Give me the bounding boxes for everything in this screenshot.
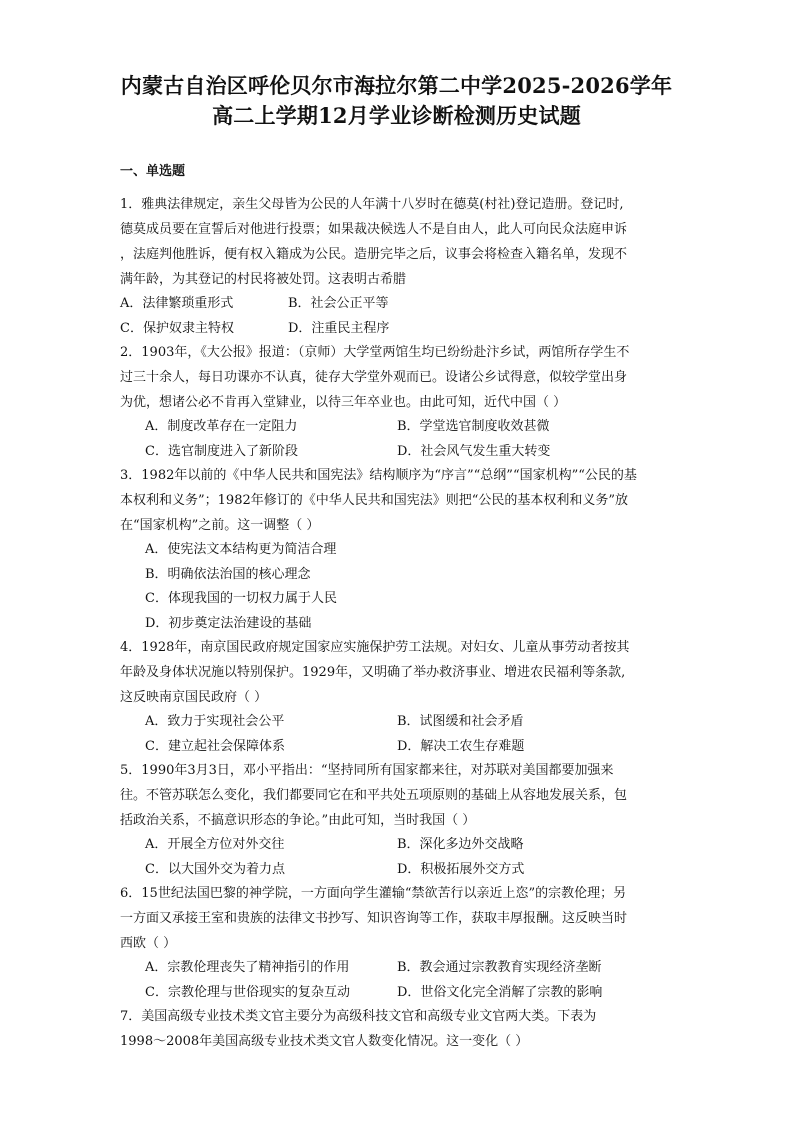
q1-option-d: D．注重民主程序	[288, 321, 390, 336]
q4-text-line: 这反映南京国民政府（ ）	[120, 690, 268, 705]
q5-option-c: C．以大国外交为着力点	[145, 862, 285, 877]
q3-option-d: D．初步奠定法治建设的基础	[145, 616, 312, 631]
q3-option-a: A．使宪法文本结构更为简洁合理	[145, 542, 337, 557]
q4-option-a: A．致力于实现社会公平	[145, 714, 285, 729]
q5-text-line: 括政治关系，不搞意识形态的争论。”由此可知，当时我国（ ）	[120, 813, 476, 828]
q6-option-a: A．宗教伦理丧失了精神指引的作用	[145, 960, 350, 975]
q1-option-b: B．社会公正平等	[288, 296, 389, 311]
q1-option-c: C．保护奴隶主特权	[120, 321, 234, 336]
q2-option-a: A．制度改革存在一定阻力	[145, 419, 298, 434]
q1-text-line: 满年龄，为其登记的村民将被处罚。这表明古希腊	[120, 272, 407, 287]
exam-title-line-2: 高二上学期12月学业诊断检测历史试题	[212, 103, 581, 128]
q1-option-a: A．法律繁琐重形式	[120, 296, 234, 311]
q2-option-d: D．社会风气发生重大转变	[397, 444, 551, 459]
q3-text-line: 在“国家机构”之前。这一调整（ ）	[120, 518, 320, 533]
exam-title-line-1: 内蒙古自治区呼伦贝尔市海拉尔第二中学2025-2026学年	[120, 73, 673, 98]
q1-text-line: ，法庭判他胜诉，便有权入籍成为公民。造册完毕之后，议事会将检查入籍名单，发现不	[120, 247, 628, 262]
q4-option-d: D．解决工农生存难题	[397, 739, 525, 754]
q3-option-b: B．明确依法治国的核心理念	[145, 567, 311, 582]
q5-option-a: A．开展全方位对外交往	[145, 837, 285, 852]
q2-text-line: 2．1903年，《大公报》报道：（京师）大学堂两馆生均已纷纷赴汴乡试，两馆所存学生不	[120, 345, 630, 360]
q6-text-line: 一方面又承接王室和贵族的法律文书抄写、知识咨询等工作，获取丰厚报酬。这反映当时	[120, 911, 628, 926]
q5-text-line: 往。不管苏联怎么变化，我们都要同它在和平共处五项原则的基础上从容地发展关系，包	[120, 788, 628, 803]
q5-option-b: B．深化多边外交战略	[397, 837, 524, 852]
q3-option-c: C．体现我国的一切权力属于人民	[145, 591, 337, 606]
q6-option-c: C．宗教伦理与世俗现实的复杂互动	[145, 985, 350, 1000]
q7-text-line: 7．美国高级专业技术类文官主要分为高级科技文官和高级专业文官两大类。下表为	[120, 1009, 597, 1024]
q6-text-line: 西欧（ ）	[120, 936, 177, 951]
q5-option-d: D．积极拓展外交方式	[397, 862, 525, 877]
q7-text-line: 1998～2008年美国高级专业技术类文官人数变化情况。这一变化（ ）	[120, 1034, 529, 1049]
q2-option-b: B．学堂选官制度收效甚微	[397, 419, 550, 434]
q4-option-c: C．建立起社会保障体系	[145, 739, 285, 754]
q3-text-line: 3．1982年以前的《中华人民共和国宪法》结构顺序为“序言”“总纲”“国家机构”“公民的基	[120, 468, 637, 483]
q3-text-line: 本权利和义务”；1982年修订的《中华人民共和国宪法》则把“公民的基本权利和义务”放	[120, 493, 629, 508]
q1-text-line: 德莫成员要在宣誓后对他进行投票；如果裁决候选人不是自由人，此人可向民众法庭申诉	[120, 222, 628, 237]
q1-text-line: 1．雅典法律规定，亲生父母皆为公民的人年满十八岁时在德莫(村社)登记造册。登记时,	[120, 197, 624, 212]
q6-text-line: 6．15世纪法国巴黎的神学院，一方面向学生灌输“禁欲苦行以亲近上恣”的宗教伦理；另	[120, 886, 627, 901]
q4-option-b: B．试图缓和社会矛盾	[397, 714, 524, 729]
q5-text-line: 5．1990年3月3日，邓小平指出：“坚持同所有国家都来往，对苏联对美国都要加强来	[120, 763, 614, 778]
q4-text-line: 年龄及身体状况施以特别保护。1929年，又明确了举办救济事业、增进农民福利等条款,	[120, 665, 626, 680]
q2-text-line: 为优，想诸公必不肯再入堂肄业，以待三年卒业也。由此可知，近代中国（ ）	[120, 395, 567, 410]
section-heading: 一、单选题	[120, 164, 186, 179]
q2-option-c: C．选官制度进入了新阶段	[145, 444, 298, 459]
q4-text-line: 4．1928年，南京国民政府规定国家应实施保护劳工法规。对妇女、儿童从事劳动者按其	[120, 640, 630, 655]
q6-option-d: D．世俗文化完全消解了宗教的影响	[397, 985, 603, 1000]
q6-option-b: B．教会通过宗教教育实现经济垄断	[397, 960, 602, 975]
q2-text-line: 过三十余人，每日功课亦不认真，徒存大学堂外观而已。设诸公乡试得意，似较学堂出身	[120, 370, 628, 385]
